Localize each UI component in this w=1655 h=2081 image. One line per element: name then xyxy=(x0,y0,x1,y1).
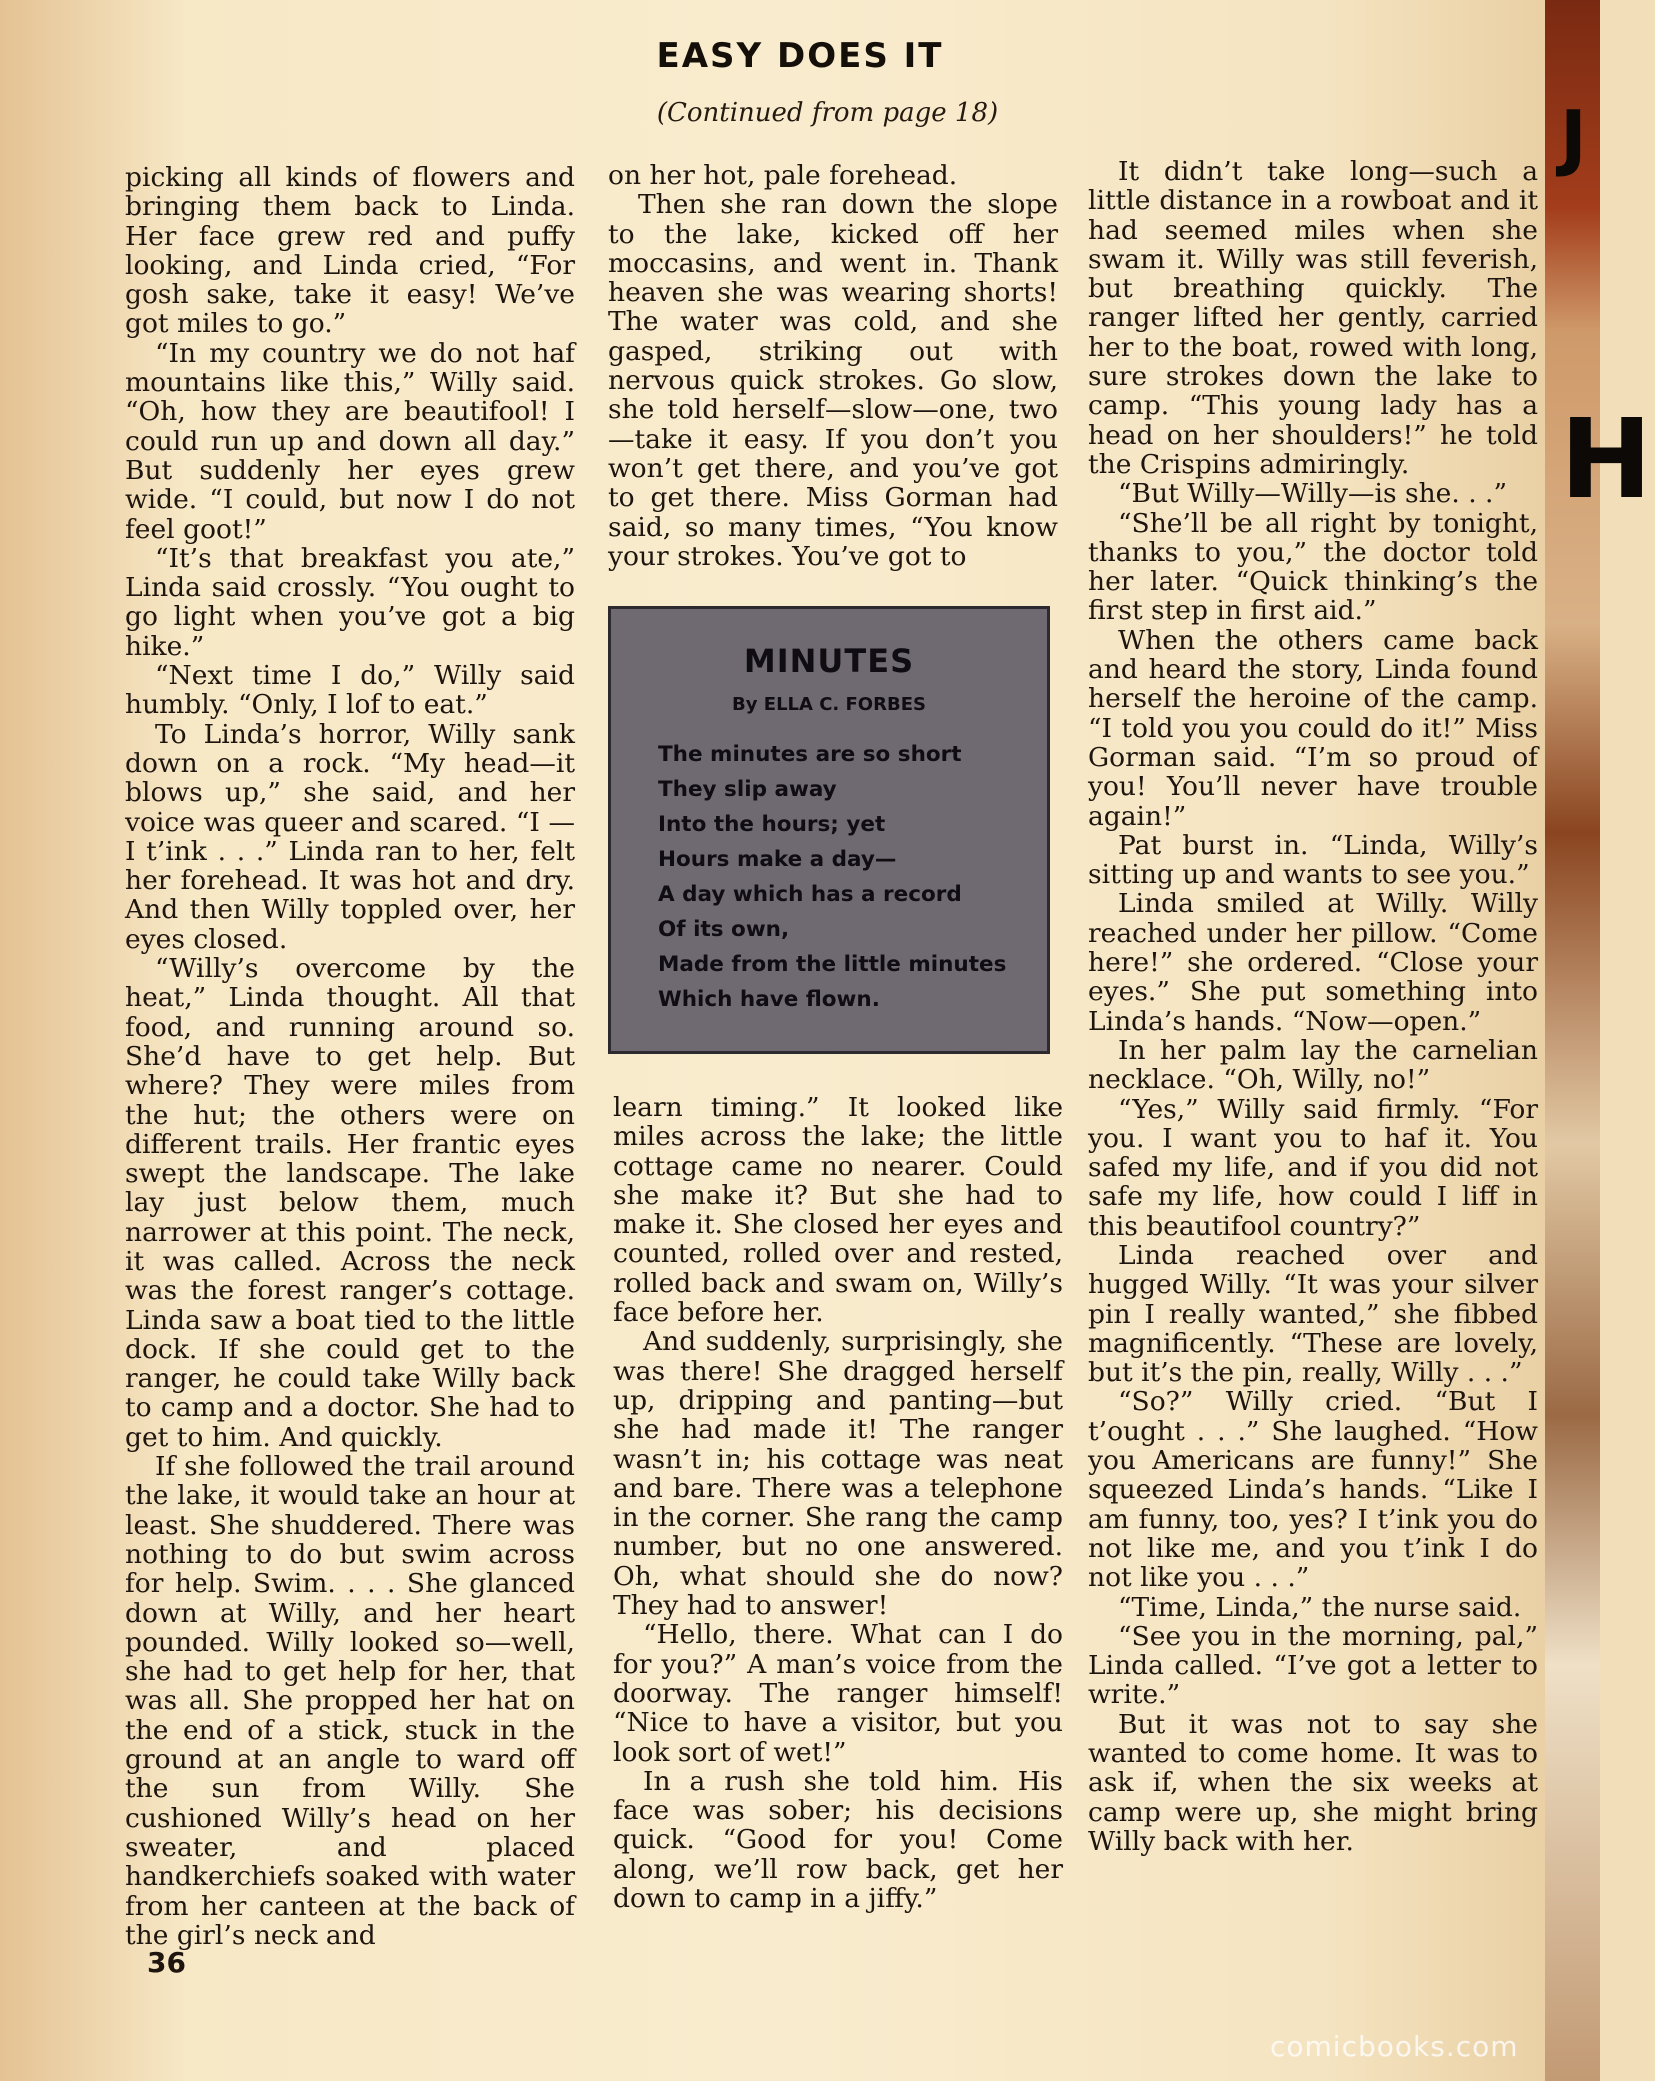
paragraph: “See you in the morning, pal,” Linda called. “I’ve got a letter to write.” xyxy=(1088,1620,1538,1711)
paragraph: “It’s that breakfast you ate,” Linda said crossly. “You ought to go light when you’ve got a big hike.” xyxy=(125,542,575,662)
paragraph: To Linda’s horror, Willy sank down on a rock. “My head—it blows up,” she said, and her voice was queer and scared. “I —I t’ink . . .” Linda ran to her, felt her forehead. It was hot and dry. And then Willy toppled over, her eyes closed. xyxy=(125,718,575,955)
paragraph: learn timing.” It looked like miles across the lake; the little cottage came no nearer. Could she make it? But she had to make it. She closed her eyes and counted, rolled over and rested, rolled back and swam on, Willy’s face before her. xyxy=(613,1092,1063,1329)
poem-line: Which have flown. xyxy=(658,987,880,1012)
poem-line: They slip away xyxy=(658,777,837,802)
poem-line: Into the hours; yet xyxy=(658,812,886,837)
story-title: EASY DOES IT xyxy=(656,36,944,76)
paragraph: It didn’t take long—such a little distance in a rowboat and it had seemed miles when she swam it. Willy was still feverish, but breathing quickly. The ranger lifted her gently, carried her to the boat, rowed with long, sure strokes down the lake to camp. “This young lady has a head on her shoulders!” he told the Crispins admiringly. xyxy=(1088,156,1538,480)
edge-letter-j: J xyxy=(1560,95,1587,179)
paragraph: Linda smiled at Willy. Willy reached under her pillow. “Come here!” she ordered. “Close your eyes.” She put something into Linda’s hands. “Now—open.” xyxy=(1088,888,1538,1037)
poem-line: Made from the little minutes xyxy=(658,952,1007,977)
text-column-1 xyxy=(125,163,575,1950)
paragraph: But it was not to say she wanted to come home. It was to ask if, when the six weeks at camp were up, she might bring Willy back with her. xyxy=(1088,1708,1538,1857)
continued-note: (Continued from page 18) xyxy=(656,98,999,128)
poem-title: MINUTES xyxy=(743,642,915,680)
paragraph: Then she ran down the slope to the lake, kicked off her moccasins, and went in. Thank heaven she was wearing shorts! The water was cold, and she gasped, striking out with nervous quick strokes. Go slow, she told herself—slow—one, two—take it easy. If you don’t you won’t get there, and you’ve got to get there. Miss Gorman had said, so many times, “You know your strokes. You’ve got to xyxy=(608,189,1058,572)
poem-body xyxy=(658,737,1047,1017)
poem-line: Of its own, xyxy=(658,917,790,942)
poem-byline: By ELLA C. FORBES xyxy=(732,694,926,715)
paragraph: Linda reached over and hugged Willy. “It was your silver pin I really wanted,” she fibbed magnificently. “These are lovely, but it’s the pin, really, Willy . . .” xyxy=(1088,1239,1538,1389)
paragraph: “Time, Linda,” the nurse said. xyxy=(1118,1591,1522,1623)
paragraph: “Hello, there. What can I do for you?” A man’s voice from the doorway. The ranger himself! “Nice to have a visitor, but you look sort of wet!” xyxy=(613,1619,1063,1768)
paragraph: Pat burst in. “Linda, Willy’s sitting up and wants to see you.” xyxy=(1088,829,1538,891)
paragraph: In her palm lay the carnelian necklace. “Oh, Willy, no!” xyxy=(1088,1034,1538,1096)
text-column-3 xyxy=(1088,157,1538,1856)
edge-letter-h: H xyxy=(1560,395,1653,523)
poem-line: A day which has a record xyxy=(658,882,962,907)
paragraph: “But Willy—Willy—is she. . .” xyxy=(1118,478,1508,510)
site-watermark: comicbooks.com xyxy=(1270,2030,1519,2063)
paragraph: “Next time I do,” Willy said humbly. “Only, I lof to eat.” xyxy=(125,660,575,721)
poem-line: Hours make a day— xyxy=(658,847,897,872)
paragraph: And suddenly, surprisingly, she was there! She dragged herself up, dripping and panting—but she had made it! The ranger wasn’t in; his cottage was neat and bare. There was a telephone in the corner. She rang the camp number, but no one answered. Oh, what should she do now? They had to answer! xyxy=(613,1326,1063,1622)
paragraph: “Yes,” Willy said firmly. “For you. I want you to haf it. You safed my life, and if you did not safe my life, how could I liff in this beautifool country?” xyxy=(1088,1093,1538,1242)
paragraph: picking all kinds of flowers and bringing them back to Linda. Her face grew red and puffy looking, and Linda cried, “For gosh sake, take it easy! We’ve got miles to go.” xyxy=(125,162,575,340)
text-column-2-top xyxy=(608,161,1058,571)
paragraph: In a rush she told him. His face was sober; his decisions quick. “Good for you! Come along, we’ll row back, get her down to camp in a jiffy.” xyxy=(613,1765,1063,1915)
poem-line: The minutes are so short xyxy=(658,742,962,767)
page-number: 36 xyxy=(147,1946,186,1979)
paragraph: “So?” Willy cried. “But I t’ought . . .” She laughed. “How you Americans are funny!” She squeezed Linda’s hands. “Like I am funny, too, yes? I t’ink you do not like me, and you t’ink I do not like you . . .” xyxy=(1088,1386,1538,1594)
paragraph: If she followed the trail around the lake, it would take an hour at least. She shuddered. There was nothing to do but swim across for help. Swim. . . . She glanced down at Willy, and her heart pounded. Willy looked so—well, she had to get help for her, that was all. She propped her hat on the end of a stick, stuck in the ground at an angle to ward off the sun from Willy. She cushioned Willy’s head on her sweater, and placed handkerchiefs soaked with water from her canteen at the back of the girl’s neck and xyxy=(125,1451,575,1951)
paragraph: “She’ll be all right by tonight, thanks to you,” the doctor told her later. “Quick thinking’s the first step in first aid.” xyxy=(1088,507,1538,627)
adjacent-page-edge xyxy=(1545,0,1600,2081)
paragraph: “In my country we do not haf mountains like this,” Willy said. “Oh, how they are beautifool! I could run up and down all day.” But suddenly her eyes grew wide. “I could, but now I do not feel goot!” xyxy=(125,337,575,545)
poem-box xyxy=(608,606,1050,1054)
paragraph: “Willy’s overcome by the heat,” Linda thought. All that food, and running around so. She’d have to get help. But where? They were miles from the hut; the others were on different trails. Her frantic eyes swept the landscape. The lake lay just below them, much narrower at this point. The neck, it was called. Across the neck was the forest ranger’s cottage. Linda saw a boat tied to the little dock. If she could get to the ranger, he could take Willy back to camp and a doctor. She had to get to him. And quickly. xyxy=(125,953,575,1453)
paragraph: When the others came back and heard the story, Linda found herself the heroine of the camp. “I told you you could do it!” Miss Gorman said. “I’m so proud of you! You’ll never have trouble again!” xyxy=(1088,624,1538,832)
text-column-2-bottom xyxy=(613,1093,1063,1913)
paragraph: on her hot, pale forehead. xyxy=(608,160,958,191)
